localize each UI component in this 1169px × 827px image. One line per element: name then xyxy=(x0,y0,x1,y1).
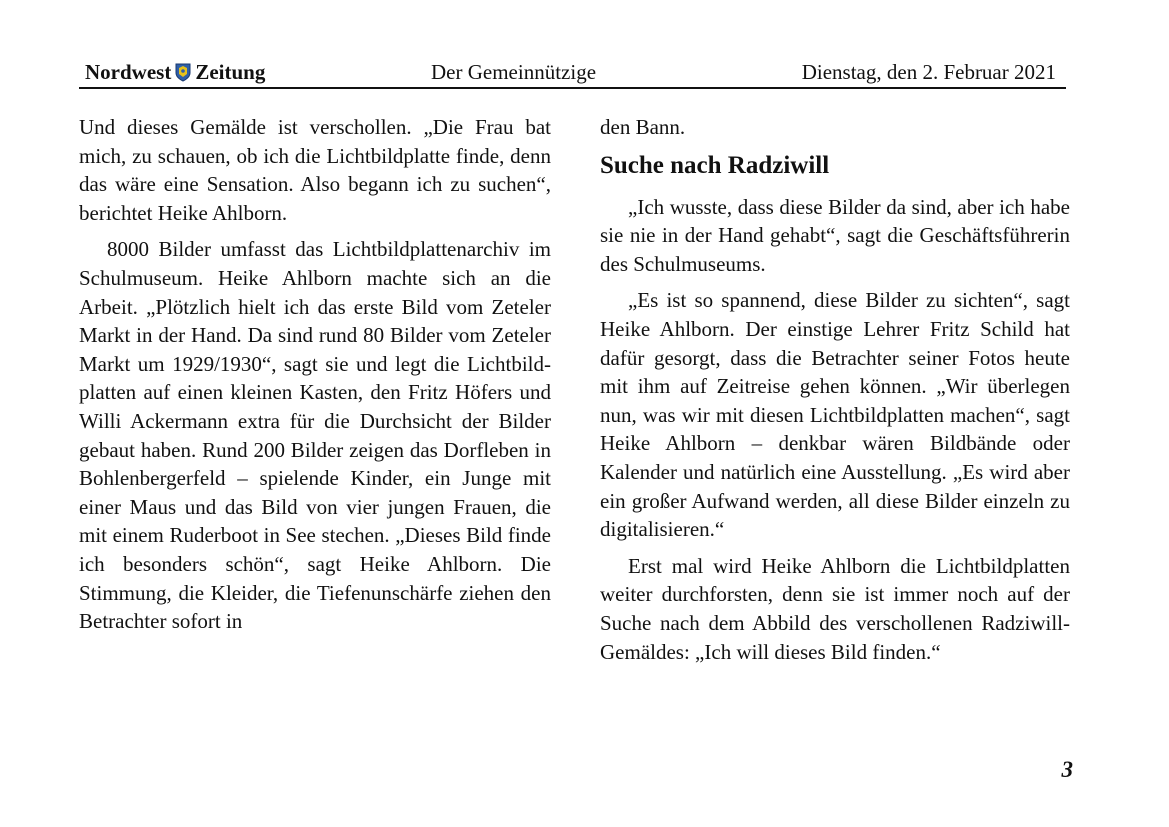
right-column xyxy=(600,113,1070,666)
masthead xyxy=(85,60,265,85)
paragraph: „Ich wusste, dass diese Bilder da sind, aber ich habe sie nie in der Hand gehabt“, sagt die Geschäftsführerin des Schulmuseums. xyxy=(600,194,1070,276)
paragraph: 8000 Bilder umfasst das Lichtbildplattenarchiv im Schulmuseum. Heike Ahlborn machte sich an die Arbeit. „Plötzlich hielt ich das erste Bild vom Zeteler Markt in der Hand. Da sind rund 80 Bilder vom Zeteler Markt um 1929/1930“, sagt sie und legt die Lichtbildplatten auf einen kleinen Kasten, den Fritz Höfers und Willi Ackermann extra für die Durchsicht der Bilder gebaut haben. Rund 200 Bilder zeigen das Dorfleben in Bohlenbergerfeld – spielende Kinder, ein Junge mit einer Maus und das Bild von vier jungen Frauen, die mit einem Ruderboot in See stechen. „Dieses Bild finde ich besonders schön“, sagt Heike Ahlborn. Die Stimmung, die Kleider, die Tiefenunschärfe ziehen den Betrachter sofort in xyxy=(79,237,551,634)
page-number: 3 xyxy=(1061,757,1073,782)
masthead-name-part2: Zeitung xyxy=(195,60,266,84)
left-column xyxy=(79,113,551,636)
issue-date: Dienstag, den 2. Februar 2021 xyxy=(801,60,1056,84)
section-title: Der Gemeinnützige xyxy=(431,60,597,84)
paragraph: Erst mal wird Heike Ahlborn die Lichtbildplatten weiter durchforsten, denn sie ist immer noch auf der Suche nach dem Abbild des verschollenen Radziwill-Gemäldes: „Ich will dieses Bild finden.“ xyxy=(600,553,1070,664)
paragraph: „Es ist so spannend, diese Bilder zu sichten“, sagt Heike Ahlborn. Der einstige Lehrer Fritz Schild hat dafür gesorgt, dass die Betrachter seiner Fotos heute mit ihm auf Zeitreise gehen können. „Wir überlegen nun, was wir mit diesen Lichtbildplatten machen“, sagt Heike Ahlborn – denkbar wären Bildbände oder Kalender und natürlich eine Ausstellung. „Es wird aber ein großer Aufwand werden, all diese Bilder einzeln zu digitalisieren.“ xyxy=(600,288,1070,542)
page-header xyxy=(79,56,1066,86)
header-rule xyxy=(79,87,1066,89)
paragraph-continuation: den Bann. xyxy=(600,115,686,139)
section-heading: Suche nach Radziwill xyxy=(600,151,830,179)
paragraph: Und dieses Gemälde ist verschollen. „Die Frau bat mich, zu schauen, ob ich die Lichtbildplatte finde, denn das wäre eine Sensation. Also begann ich zu suchen“, berichtet Heike Ahlborn. xyxy=(79,115,551,225)
crest-icon xyxy=(175,63,191,82)
masthead-name-part1: Nordwest xyxy=(85,60,172,84)
